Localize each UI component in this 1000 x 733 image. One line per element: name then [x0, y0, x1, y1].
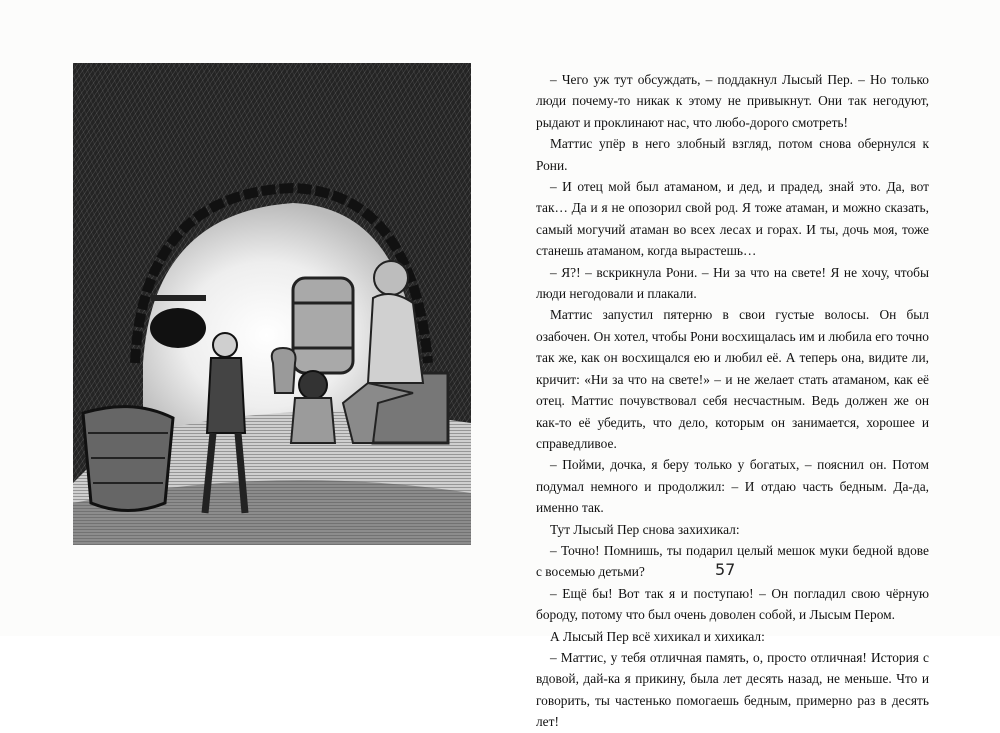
paragraph: – И отец мой был атаманом, и дед, и прадед, знай это. Да, вот так… Да и я не опозорил свой род. Я тоже атаман, и можно сказать, самый могучий атаман во всех лесах и горах. И ты, дочь моя, тоже станешь атаманом, когда вырастешь… — [536, 179, 929, 259]
paragraph: – Я?! – вскрикнула Рони. – Ни за что на свете! Я не хочу, чтобы люди негодовали и плакали. — [536, 264, 929, 302]
paragraph: – Чего уж тут обсуждать, – поддакнул Лысый Пер. – Но только люди почему-то никак к этому не привыкнут. Они так негодуют, рыдают и проклинают нас, что любо-дорого смотреть! — [536, 72, 929, 130]
illustration-drawing — [73, 63, 471, 545]
page-number: 57 — [715, 560, 736, 579]
paragraph: Маттис упёр в него злобный взгляд, потом снова обернулся к Рони. — [536, 136, 929, 173]
illustration — [73, 63, 471, 545]
paragraph: Маттис запустил пятерню в свои густые волосы. Он был озабочен. Он хотел, чтобы Рони восхищалась им и любила его точно так же, как он восхищался ею и любил её. А теперь она, видите ли, кричит: «Ни за что на свете!» – и не желает стать атаманом, как её отец. Маттис почувствовал себя несчастным. Ведь должен же он как-то её убедить, что дело, которым он занимается, хорошее и справедливое. — [536, 307, 929, 451]
paragraph: – Пойми, дочка, я беру только у богатых, – пояснил он. Потом подумал немного и продолжил: – И отдаю часть бедным. Да-да, именно так. — [536, 457, 929, 516]
text-column — [536, 69, 929, 733]
paragraph: – Ещё бы! Вот так я и поступаю! – Он погладил свою чёрную бороду, потому что был очень доволен собой, и Лысым Пером. — [536, 585, 929, 623]
paragraph: Тут Лысый Пер снова захихикал: — [550, 521, 740, 537]
paragraph: – Маттис, у тебя отличная память, о, просто отличная! История с вдовой, дай-ка я прикину, была лет десять назад, не меньше. Что и говорить, ты частенько помогаешь бедным, примерно раз в десять лет! — [536, 649, 929, 730]
paragraph: – Точно! Помнишь, ты подарил целый мешок муки бедной вдове с восемью детьми? — [536, 542, 929, 580]
paragraph: А Лысый Пер всё хихикал и хихикал: — [550, 628, 765, 644]
